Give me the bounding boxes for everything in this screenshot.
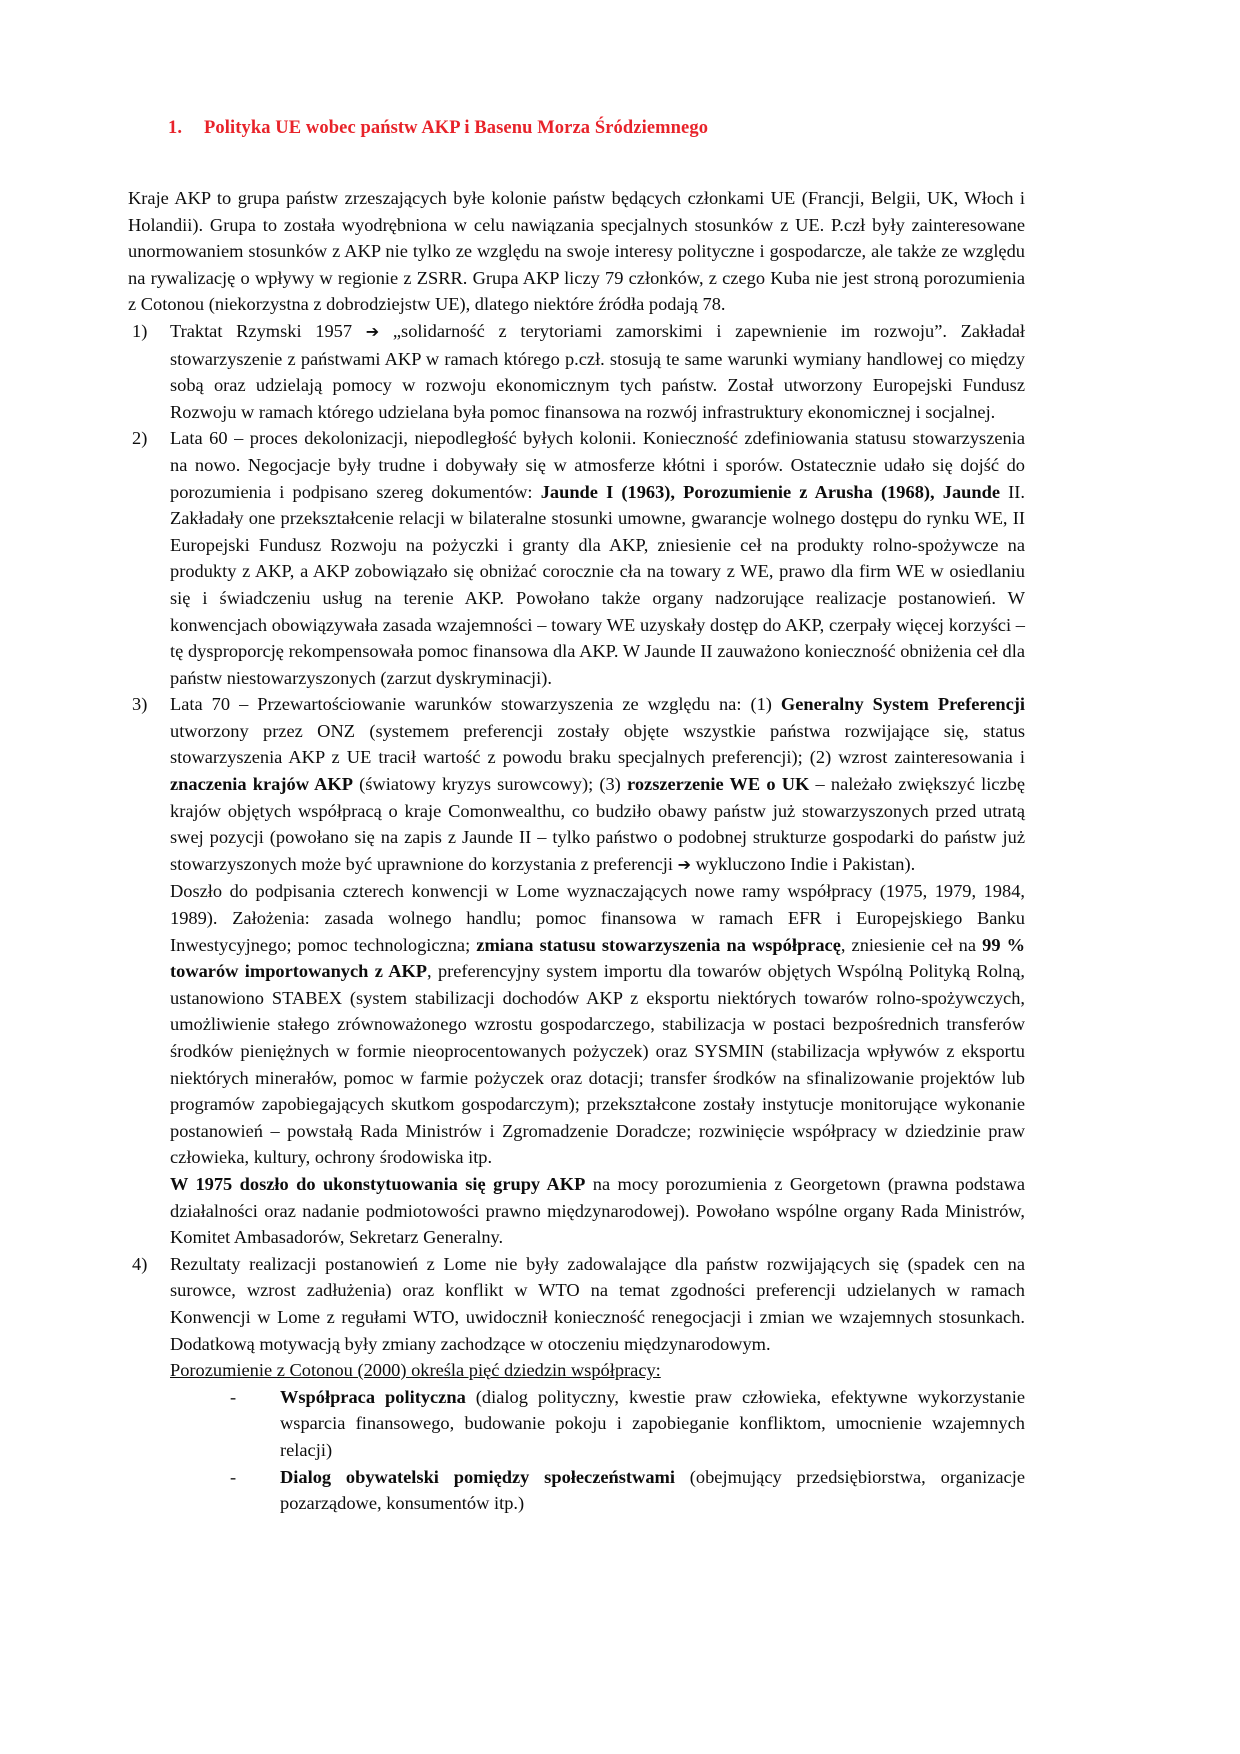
text-run: II. Zakładały one przekształcenie relacji w bilateralne stosunki umowne, gwarancje wolnego dostępu do rynku WE, II Europejski Fundusz Rozwoju na pożyczki i granty dla AKP, zniesienie ceł na produkty rolno-spożywcze na produkty z AKP, a AKP zobowiązało się obniżać corocznie cła na towary z WE, prawo dla firm WE w osiedlaniu się i świadczeniu usług na terenie AKP. Powołano także organy nadzorujące realizacje postanowień. W konwencjach obowiązywała zasada wzajemności – towary WE uzyskały dostęp do AKP, czerpały więcej korzyści – tę dysproporcję rekompensowała pomoc finansowa dla AKP. W Jaunde II zauważono konieczność obniżenia ceł dla państw niestowarzyszonych (zarzut dyskryminacji). bbox=[170, 481, 1025, 688]
paragraph bbox=[170, 1171, 1025, 1251]
list-item-marker: 4) bbox=[132, 1253, 148, 1274]
list-item-body bbox=[170, 425, 1025, 691]
dash-bullet-marker: - bbox=[230, 1466, 237, 1487]
emphasis-bold: Generalny System Preferencji bbox=[780, 694, 1026, 715]
text-run: „solidarność z terytoriami zamorskimi i zapewnienie im rozwoju”. Zakładał stowarzyszenie z państwami AKP w ramach którego p.czł. stosują te same warunki wymiany handlowej co między sobą oraz udzielają pomocy w rozwoju ekonomicznym tych państw. Został utworzony Europejski Fundusz Rozwoju w ramach którego udzielana była pomoc finansowa na rozwój infrastruktury ekonomicznej i socjalnej. bbox=[170, 320, 1025, 422]
text-run: (światowy kryzys surowcowy); (3) bbox=[352, 774, 627, 795]
emphasis-bold: W 1975 doszło do ukonstytuowania się grupy AKP bbox=[170, 1173, 586, 1194]
dash-bullet-list bbox=[170, 1384, 1025, 1517]
paragraph bbox=[170, 425, 1025, 691]
list-item bbox=[128, 691, 1025, 1250]
text-run: utworzony przez ONZ (systemem preferencji zostały objęte wszystkie państwa rozwijające się, status stowarzyszenia AKP z UE tracił wartość z powodu braku specjalnych preferencji); (2) wzrost zainteresowania i bbox=[170, 720, 1025, 768]
emphasis-underline: Porozumienie z Cotonou (2000) określa pięć dziedzin współpracy: bbox=[170, 1360, 661, 1381]
text-run: – należało zwiększyć liczbę krajów objętych współpracą o kraje Comonwealthu, co budziło obawy państw już stowarzyszonych przed utratą swej pozycji (powołano się na zapis z Jaunde II – tylko państwo o podobnej strukturze gospodarki do państw już stowarzyszonych może być uprawnione do korzystania z preferencji bbox=[170, 774, 1025, 874]
dash-list-item bbox=[230, 1384, 1025, 1464]
emphasis-bold: Jaunde I (1963), Porozumienie z Arusha (1968), Jaunde bbox=[540, 481, 1000, 502]
list-item-marker: 2) bbox=[132, 428, 148, 449]
dash-list-item bbox=[230, 1464, 1025, 1517]
arrow-icon: ➔ bbox=[677, 854, 691, 874]
text-run: Rezultaty realizacji postanowień z Lome nie były zadowalające dla państw rozwijających się (spadek cen na surowce, wzrost zadłużenia) oraz konflikt w WTO na temat zgodności preferencji udzielanych w ramach Konwencji w Lome z regułami WTO, uwidocznił konieczność renegocjacji i zmian we wzajemnych stosunkach. Dodatkową motywacją były zmiany zachodzące w otoczeniu międzynarodowym. bbox=[170, 1253, 1025, 1354]
paragraph bbox=[170, 318, 1025, 425]
emphasis-bold: rozszerzenie WE o UK bbox=[627, 774, 810, 795]
text-run: Traktat Rzymski 1957 bbox=[170, 320, 366, 341]
page-title bbox=[128, 118, 1025, 139]
paragraph bbox=[170, 1251, 1025, 1357]
text-run: wykluczono Indie i Pakistan). bbox=[691, 853, 916, 874]
text-run: Lata 60 – proces dekolonizacji, niepodległość byłych kolonii. Konieczność zdefiniowania statusu stowarzyszenia na nowo. Negocjacje były trudne i dobywały się w atmosferze kłótni i sporów. Ostatecznie udało się dojść do porozumienia i podpisano szereg dokumentów: bbox=[170, 428, 1025, 502]
text-run: Doszło do podpisania czterech konwencji w Lome wyznaczających nowe ramy współpracy (1975, 1979, 1984, 1989). Założenia: zasada wolnego handlu; pomoc finansowa w ramach EFR i Europejskiego Banku Inwestycyjnego; pomoc technologiczna; bbox=[170, 881, 1025, 955]
paragraph bbox=[170, 691, 1025, 878]
emphasis-bold: znaczenia krajów AKP bbox=[170, 774, 353, 795]
dash-list-item-text bbox=[280, 1384, 1025, 1464]
paragraph bbox=[170, 1357, 1025, 1384]
paragraph bbox=[170, 878, 1025, 1171]
arrow-icon: ➔ bbox=[365, 321, 380, 341]
page-title-number: 1. bbox=[168, 118, 183, 138]
emphasis-bold: Współpraca polityczna bbox=[280, 1386, 466, 1407]
dash-list-item-text bbox=[280, 1464, 1025, 1517]
emphasis-bold: zmiana statusu stowarzyszenia na współpracę bbox=[476, 934, 841, 955]
numbered-list bbox=[128, 318, 1025, 1517]
page-title-text: Polityka UE wobec państw AKP i Basenu Morza Śródziemnego bbox=[204, 118, 709, 138]
text-run: na mocy porozumienia z Georgetown (prawna podstawa działalności oraz nadanie podmiotowości prawno międzynarodowej). Powołano wspólne organy Rada Ministrów, Komitet Ambasadorów, Sekretarz Generalny. bbox=[170, 1173, 1026, 1248]
text-run: (obejmujący przedsiębiorstwa, organizacje pozarządowe, konsumentów itp.) bbox=[280, 1466, 1025, 1514]
text-run: Lata 70 – Przewartościowanie warunków stowarzyszenia ze względu na: (1) bbox=[170, 694, 781, 715]
text-run: , zniesienie ceł na bbox=[840, 934, 983, 955]
intro-paragraph: Kraje AKP to grupa państw zrzeszających byłe kolonie państw będących członkami UE (Francji, Belgii, UK, Włoch i Holandii). Grupa to została wyodrębniona w celu nawiązania specjalnych stosunków z UE. P.czł były zainteresowane unormowaniem stosunków z AKP nie tylko ze względu na swoje interesy polityczne i gospodarcze, ale także ze względu na rywalizację o wpływy w regionie z ZSRR. Grupa AKP liczy 79 członków, z czego Kuba nie jest stroną porozumienia z Cotonou (niekorzystna z dobrodziejstw UE), dlatego niektóre źródła podają 78. bbox=[128, 188, 1025, 315]
list-item-body bbox=[170, 318, 1025, 425]
list-item bbox=[128, 1251, 1025, 1517]
text-run: , preferencyjny system importu dla towarów objętych Wspólną Polityką Rolną, ustanowiono STABEX (system stabilizacji dochodów AKP z eksportu niektórych towarów rolno-spożywczych, umożliwienie stałego zrównoważonego wzrostu gospodarczego, stabilizacja w postaci bezpośrednich transferów środków pieniężnych w formie nieoprocentowanych pożyczek) oraz SYSMIN (stabilizacja wpływów z eksportu niektórych minerałów, pomoc w farmie pożyczek oraz dotacji; transfer środków na sfinalizowanie projektów lub programów zapobiegających skutkom gospodarczym); przekształcone zostały instytucje monitorujące wykonanie postanowień – powstałą Rada Ministrów i Zgromadzenie Doradcze; rozwinięcie współpracy w dziedzinie praw człowieka, kultury, ochrony środowiska itp. bbox=[170, 961, 1025, 1168]
emphasis-bold: 99 % towarów importowanych z AKP bbox=[170, 934, 1025, 982]
dash-bullet-marker: - bbox=[230, 1386, 237, 1407]
list-item-marker: 1) bbox=[132, 320, 148, 341]
list-item bbox=[128, 425, 1025, 691]
list-item-body bbox=[170, 1251, 1025, 1517]
list-item-marker: 3) bbox=[132, 694, 148, 715]
text-run: (dialog polityczny, kwestie praw człowieka, efektywne wykorzystanie wsparcia finansowego, budowanie pokoju i zapobieganie konfliktom, umocnienie wzajemnych relacji) bbox=[280, 1386, 1025, 1460]
emphasis-bold: Dialog obywatelski pomiędzy społeczeństwami bbox=[280, 1466, 675, 1487]
list-item-body bbox=[170, 691, 1025, 1250]
list-item bbox=[128, 318, 1025, 425]
